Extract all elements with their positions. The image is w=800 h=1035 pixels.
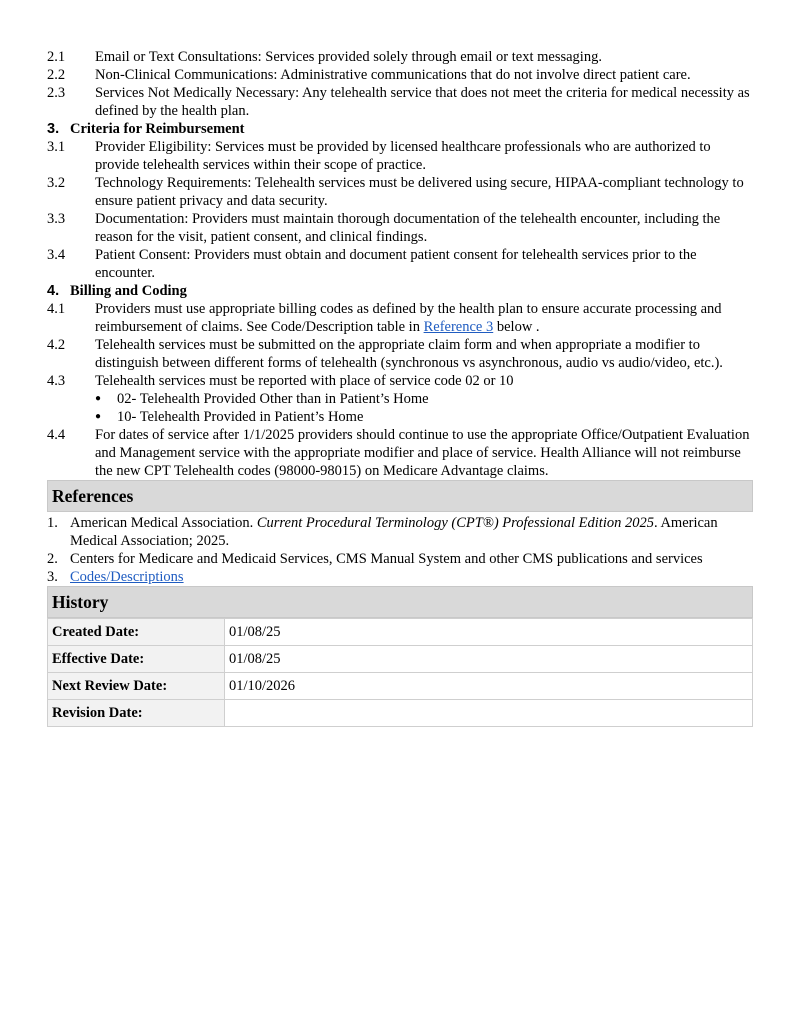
item-number: 2.3	[47, 85, 66, 101]
table-row	[48, 673, 753, 700]
document-page	[47, 48, 753, 727]
bullet-text: 02- Telehealth Provided Other than in Patient’s Home	[117, 391, 429, 407]
history-table	[47, 618, 753, 727]
references-heading: References	[47, 480, 753, 512]
item-text: Email or Text Consultations: Services provided solely through email or text messaging.	[95, 49, 602, 65]
item-number: 3.1	[47, 139, 66, 155]
section-heading-billing	[47, 282, 753, 300]
reference-3-link[interactable]: Reference 3	[423, 319, 494, 335]
reference-text	[70, 568, 753, 586]
list-item	[47, 246, 753, 282]
references-list	[47, 512, 753, 586]
history-label: Revision Date:	[48, 700, 225, 727]
reference-item	[47, 550, 753, 568]
list-item	[47, 426, 753, 480]
bullet-item	[47, 408, 753, 426]
list-item	[47, 210, 753, 246]
item-text-before: Providers must use appropriate billing codes as defined by the health plan to ensure accurate processing and reimbursement of claims. See Code/Description table in	[95, 301, 722, 335]
table-row	[48, 700, 753, 727]
table-row	[48, 619, 753, 646]
bullet-icon: ●	[95, 393, 102, 404]
reference-item	[47, 568, 753, 586]
history-heading: History	[47, 586, 753, 618]
item-text-after: below .	[493, 319, 540, 335]
list-item	[47, 336, 753, 372]
history-label: Created Date:	[48, 619, 225, 646]
item-text: Telehealth services must be reported with place of service code 02 or 10	[95, 373, 514, 389]
list-item	[47, 138, 753, 174]
list-item	[47, 174, 753, 210]
history-label: Effective Date:	[48, 646, 225, 673]
reference-number: 3.	[47, 569, 58, 585]
history-label: Next Review Date:	[48, 673, 225, 700]
bullet-item	[47, 390, 753, 408]
reference-publisher: . American Medical Association; 2025.	[70, 515, 718, 549]
list-item	[47, 84, 753, 120]
history-value: 01/08/25	[225, 619, 753, 646]
list-item	[47, 300, 753, 336]
table-row	[48, 646, 753, 673]
item-number: 2.1	[47, 49, 66, 65]
history-value	[225, 700, 753, 727]
item-text: Services Not Medically Necessary: Any telehealth service that does not meet the criteria for medical necessity as defined by the health plan.	[95, 85, 750, 119]
item-text: Telehealth services must be submitted on the appropriate claim form and when appropriate a modifier to distinguish between different forms of telehealth (synchronous vs asynchronous, audio vs audio/video, etc.).	[95, 337, 723, 371]
section-number: 4.	[47, 283, 60, 299]
section-number: 3.	[47, 121, 60, 137]
bullet-text: 10- Telehealth Provided in Patient’s Home	[117, 409, 364, 425]
item-text: Patient Consent: Providers must obtain and document patient consent for telehealth services prior to the encounter.	[95, 247, 697, 281]
reference-number: 1.	[47, 515, 58, 531]
history-value: 01/10/2026	[225, 673, 753, 700]
reference-title: Current Procedural Terminology (CPT®) Professional Edition 2025	[256, 515, 654, 531]
item-text: Documentation: Providers must maintain thorough documentation of the telehealth encounter, including the reason for the visit, patient consent, and clinical findings.	[95, 211, 721, 245]
item-number: 3.4	[47, 247, 66, 263]
item-text: Non-Clinical Communications: Administrative communications that do not involve direct patient care.	[95, 67, 691, 83]
item-number: 4.2	[47, 337, 66, 353]
reference-author: American Medical Association.	[70, 515, 257, 531]
item-number: 4.1	[47, 301, 66, 317]
reference-text	[70, 514, 753, 550]
section-title: Billing and Coding	[70, 283, 187, 299]
reference-item	[47, 514, 753, 550]
history-value: 01/08/25	[225, 646, 753, 673]
item-text: Technology Requirements: Telehealth services must be delivered using secure, HIPAA-compliant technology to ensure patient privacy and data security.	[95, 175, 744, 209]
list-item	[47, 372, 753, 390]
item-number: 3.3	[47, 211, 66, 227]
item-text: For dates of service after 1/1/2025 providers should continue to use the appropriate Office/Outpatient Evaluation and Management service with the appropriate modifier and place of service. Health Alliance will not reimburse the new CPT Telehealth codes (98000-98015) on Medicare Advantage claims.	[95, 427, 750, 479]
item-text: Provider Eligibility: Services must be provided by licensed healthcare professionals who are authorized to provide telehealth services within their scope of practice.	[95, 139, 711, 173]
codes-descriptions-link[interactable]: Codes/Descriptions	[70, 569, 184, 585]
list-item	[47, 48, 753, 66]
reference-text: Centers for Medicare and Medicaid Services, CMS Manual System and other CMS publications and services	[70, 551, 703, 567]
item-number: 2.2	[47, 67, 66, 83]
section-heading-criteria	[47, 120, 753, 138]
section-title: Criteria for Reimbursement	[70, 121, 245, 137]
item-text	[95, 300, 753, 336]
item-number: 4.3	[47, 373, 66, 389]
reference-number: 2.	[47, 551, 58, 567]
bullet-icon: ●	[95, 411, 102, 422]
list-item	[47, 66, 753, 84]
item-number: 4.4	[47, 427, 66, 443]
item-number: 3.2	[47, 175, 66, 191]
